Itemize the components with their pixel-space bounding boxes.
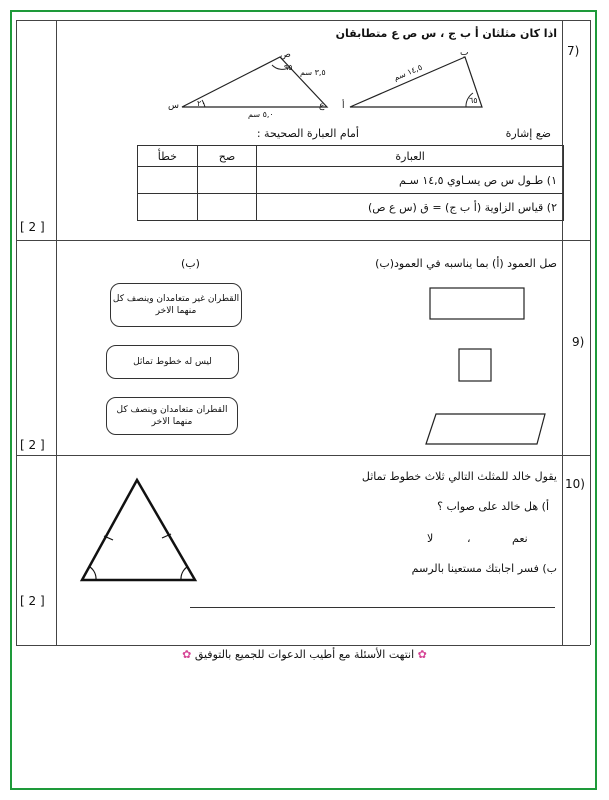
angle-arc <box>181 567 187 580</box>
question-prompt: اذا كان مثلثان أ ب ج ، س ص ع متطابقان <box>335 27 557 40</box>
true-answer-cell[interactable] <box>197 194 257 221</box>
tulip-icon: ✿ <box>417 648 427 661</box>
angle-arc <box>90 567 96 580</box>
parallelogram-shape <box>426 414 545 444</box>
choice-separator: ، <box>467 532 471 545</box>
matching-option[interactable]: ليس له خطوط تماثل <box>106 345 239 379</box>
question-number: 9) <box>572 335 585 349</box>
grid-line <box>16 455 590 456</box>
question-prompt: يقول خالد للمثلث التالي ثلاث خطوط تماثل <box>361 470 557 483</box>
part-a-question: أ) هل خالد على صواب ؟ <box>437 500 549 513</box>
vertex-label: أ <box>342 101 345 111</box>
grid-line <box>16 20 590 21</box>
statement-cell: ١) طـول س ص يسـاوي ١٤,٥ سـم <box>257 167 564 194</box>
false-answer-cell[interactable] <box>138 167 198 194</box>
vertex-label: ص <box>280 50 291 60</box>
score-box: [ 2 ] <box>20 438 45 452</box>
angle-label: ٢٠ <box>197 99 206 108</box>
choice-yes[interactable]: نعم <box>512 532 528 545</box>
column-b-label: (ب) <box>181 257 200 270</box>
false-answer-cell[interactable] <box>138 194 198 221</box>
grid-line <box>16 240 590 241</box>
side-label: ١٤,٥ سم <box>392 62 424 83</box>
tulip-icon: ✿ <box>182 648 192 661</box>
matching-option[interactable]: القطران متعامدان وينصف كل منهما الاخر <box>106 397 238 435</box>
grid-line <box>56 20 57 645</box>
footer <box>0 648 609 661</box>
statement-cell: ٢) قياس الزاوية (أ ب ج) = ق (س ع ص) <box>257 194 564 221</box>
angle-label: ٦٥ <box>469 96 478 105</box>
table-row <box>138 194 564 221</box>
instruction-text: أمام العبارة الصحيحة : <box>256 127 359 140</box>
grid-line <box>16 645 590 646</box>
answer-line[interactable] <box>190 607 555 608</box>
header-false: خطأ <box>138 146 198 167</box>
shapes-column <box>410 280 550 450</box>
vertex-label: ب <box>460 48 469 58</box>
vertex-label: ع <box>319 101 325 111</box>
instruction-prefix: ضع إشارة <box>505 127 551 140</box>
matching-option[interactable]: القطران غير متعامدان وينصف كل منهما الاخر <box>110 283 242 327</box>
grid-line <box>16 20 17 645</box>
triangles-figure <box>160 45 560 125</box>
angle-label: ٩٥ <box>284 63 293 72</box>
footer-text: انتهت الأسئلة مع أطيب الدعوات للجميع بالتوفيق <box>194 648 415 661</box>
side-label: ٥,٠ سم <box>248 110 274 119</box>
table-row <box>138 167 564 194</box>
score-box: [ 2 ] <box>20 220 45 234</box>
isosceles-triangle-figure <box>75 475 205 587</box>
part-b-question: ب) فسر اجابتك مستعينا بالرسم <box>411 562 557 575</box>
question-prompt: صل العمود (أ) بما يناسبه في العمود(ب) <box>375 257 557 270</box>
rectangle-shape <box>430 288 524 319</box>
question-number: 10) <box>565 477 585 491</box>
true-answer-cell[interactable] <box>197 167 257 194</box>
header-true: صح <box>197 146 257 167</box>
triangle-shape <box>82 480 195 580</box>
score-box: [ 2 ] <box>20 594 45 608</box>
true-false-table <box>137 145 564 221</box>
question-number: 7) <box>567 44 580 58</box>
header-statement: العبارة <box>257 146 564 167</box>
side-label: ٣,٥ سم <box>300 68 326 77</box>
grid-line <box>562 20 563 645</box>
choice-no[interactable]: لا <box>427 532 434 545</box>
square-shape <box>459 349 491 381</box>
grid-line <box>590 20 591 645</box>
vertex-label: س <box>168 101 179 111</box>
